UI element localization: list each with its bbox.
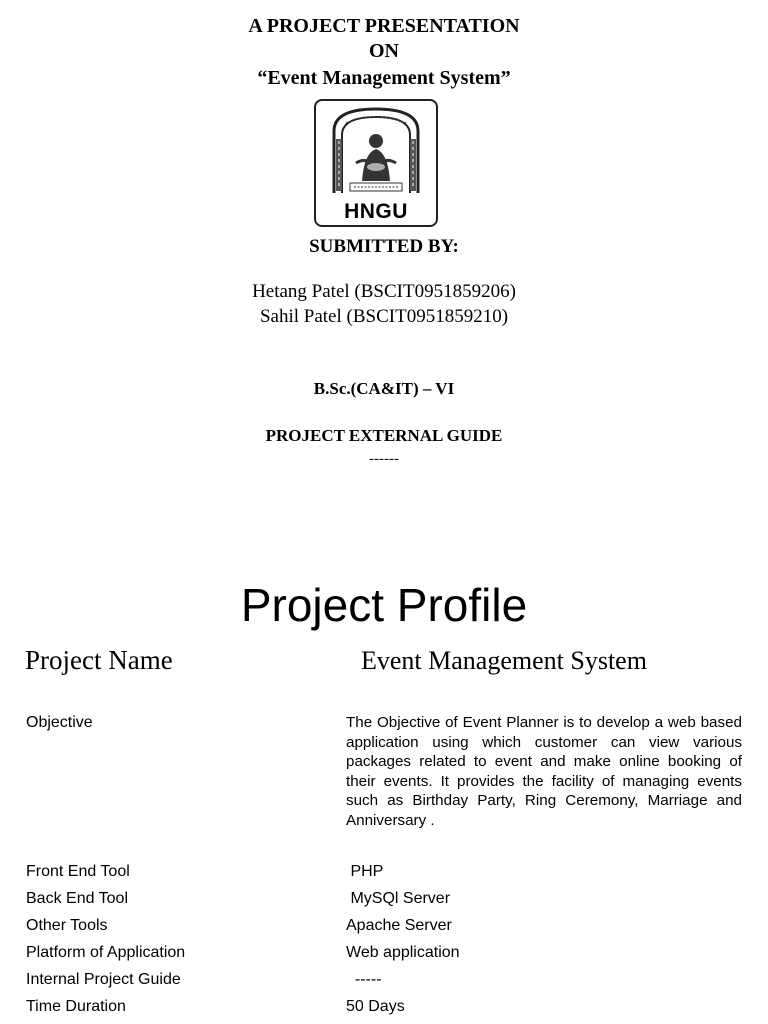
- presentation-on: ON: [369, 40, 399, 62]
- row-value-front-end: PHP: [346, 863, 384, 880]
- external-guide-value: ------: [369, 451, 399, 467]
- row-label-platform: Platform of Application: [26, 944, 186, 961]
- row-label-other-tools: Other Tools: [26, 917, 108, 934]
- hngu-logo: [314, 99, 438, 227]
- objective-text: The Objective of Event Planner is to develop a web based application using which customer can view various packages related to event and make online booking of their events. It provides the facility of managing events such as Birthday Party, Ring Ceremony, Marriage and Anniversary .: [346, 714, 742, 829]
- row-value-other-tools: Apache Server: [346, 917, 452, 934]
- logo-wordmark: HNGU: [344, 200, 408, 223]
- profile-title: Project Profile: [240, 579, 528, 631]
- submitted-by-heading: SUBMITTED BY:: [309, 236, 459, 257]
- row-value-internal-guide: -----: [346, 971, 382, 988]
- external-guide-heading: PROJECT EXTERNAL GUIDE: [265, 426, 503, 445]
- course-name: B.Sc.(CA&IT) – VI: [313, 379, 455, 398]
- row-label-time-duration: Time Duration: [26, 998, 126, 1015]
- row-label-front-end: Front End Tool: [26, 863, 130, 880]
- presentation-heading: A PROJECT PRESENTATION: [248, 15, 520, 37]
- row-label-internal-guide: Internal Project Guide: [26, 971, 181, 988]
- row-value-platform: Web application: [346, 944, 460, 961]
- project-title: “Event Management System”: [257, 67, 511, 89]
- row-value-time-duration: 50 Days: [346, 998, 405, 1015]
- row-value-back-end: MySQl Server: [346, 890, 451, 907]
- objective-label: Objective: [26, 714, 93, 731]
- student-name-2: Sahil Patel (BSCIT0951859210): [259, 306, 509, 327]
- row-label-back-end: Back End Tool: [26, 890, 128, 907]
- project-name-value: Event Management System: [361, 646, 647, 675]
- student-name-1: Hetang Patel (BSCIT0951859206): [252, 281, 516, 302]
- project-name-label: Project Name: [25, 645, 173, 675]
